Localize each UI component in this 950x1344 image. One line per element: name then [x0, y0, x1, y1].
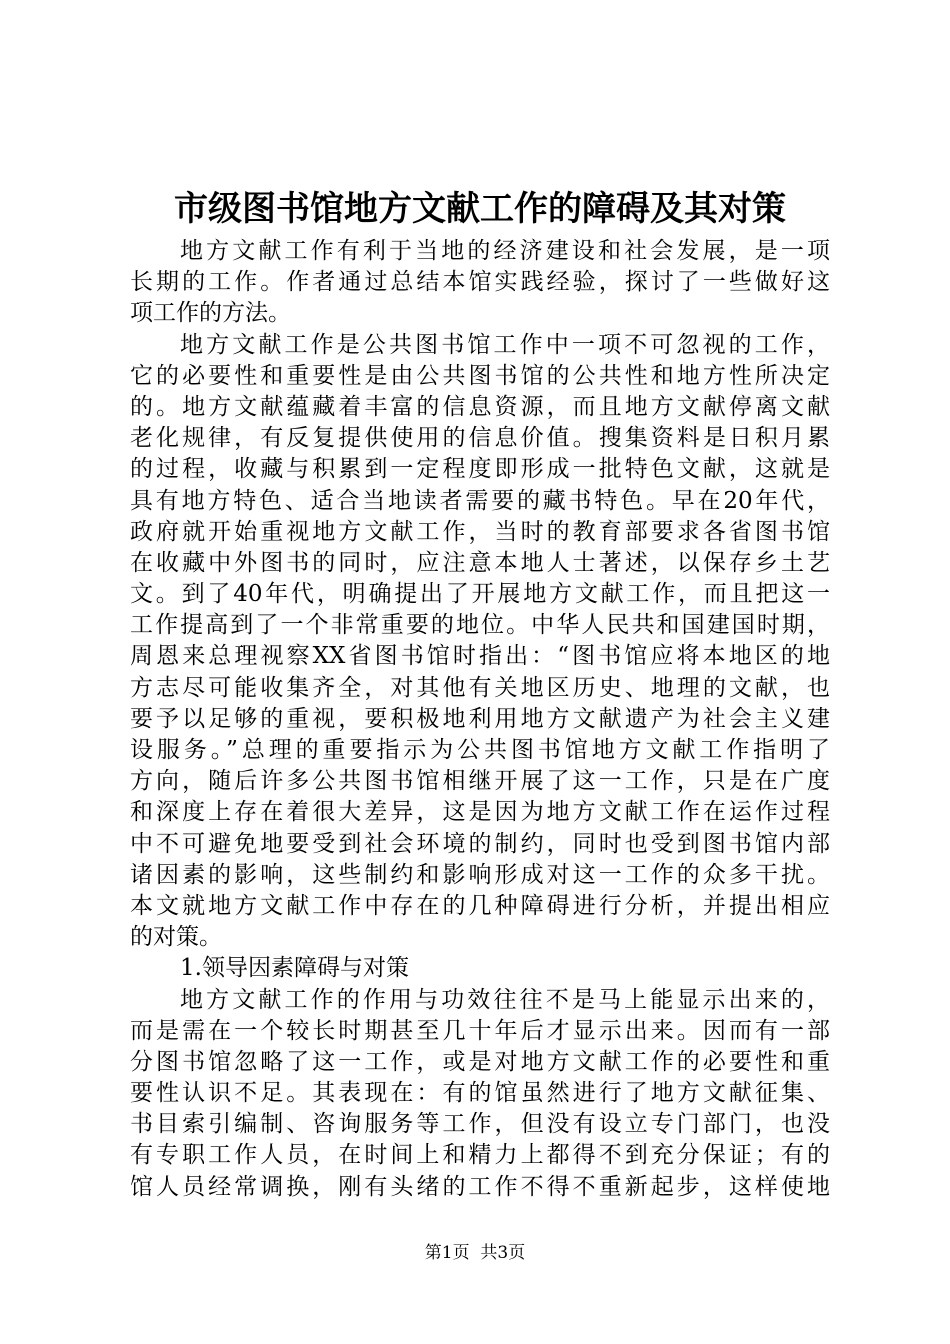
paragraph-line: 周恩来总理视察XX省图书馆时指出：“图书馆应将本地区的地 [130, 643, 830, 670]
paragraph-line: 政府就开始重视地方文献工作，当时的教育部要求各省图书馆 [130, 518, 830, 545]
paragraph-line: 和深度上存在着很大差异，这是因为地方文献工作在运作过程 [130, 799, 830, 826]
paragraph-line: 分图书馆忽略了这一工作，或是对地方文献工作的必要性和重 [130, 1048, 830, 1075]
paragraph-line: 的对策。 [130, 924, 222, 951]
paragraph-line: 方志尽可能收集齐全，对其他有关地区历史、地理的文献，也 [130, 674, 830, 701]
paragraph-line: 它的必要性和重要性是由公共图书馆的公共性和地方性所决定 [130, 362, 830, 389]
paragraph-line: 要予以足够的重视，要积极地利用地方文献遗产为社会主义建 [130, 705, 830, 732]
page-number: 第1页 共3页 [424, 1243, 526, 1263]
paragraph-line: 文。到了40年代，明确提出了开展地方文献工作，而且把这一 [130, 581, 830, 608]
paragraph-line: 的。地方文献蕴藏着丰富的信息资源，而且地方文献停离文献 [130, 393, 830, 420]
paragraph-line: 长期的工作。作者通过总结本馆实践经验，探讨了一些做好这 [130, 269, 830, 296]
paragraph-line: 设服务。”总理的重要指示为公共图书馆地方文献工作指明了 [130, 737, 830, 763]
paragraph-line: 具有地方特色、适合当地读者需要的藏书特色。早在20年代， [130, 487, 830, 514]
paragraph-line: 本文就地方文献工作中存在的几种障碍进行分析，并提出相应 [130, 892, 830, 919]
paragraph-line: 馆人员经常调换，刚有头绪的工作不得不重新起步，这样使地 [130, 1173, 830, 1200]
paragraph-line: 而是需在一个较长时期甚至几十年后才显示出来。因而有一部 [130, 1017, 830, 1044]
paragraph-line: 的过程，收藏与积累到一定程度即形成一批特色文献，这就是 [130, 456, 830, 483]
paragraph-line: 方向，随后许多公共图书馆相继开展了这一工作，只是在广度 [130, 768, 830, 795]
paragraph-line: 地方文献工作有利于当地的经济建设和社会发展，是一项 [180, 238, 830, 264]
paragraph-line: 书目索引编制、咨询服务等工作，但没有设立专门部门，也没 [130, 1111, 830, 1138]
paragraph-line: 在收藏中外图书的同时，应注意本地人士著述，以保存乡土艺 [130, 549, 830, 576]
paragraph-line: 项工作的方法。 [130, 300, 291, 327]
paragraph-line: 有专职工作人员，在时间上和精力上都得不到充分保证；有的 [130, 1142, 830, 1169]
paragraph-line: 工作提高到了一个非常重要的地位。中华人民共和国建国时期， [130, 612, 830, 639]
paragraph-line: 要性认识不足。其表现在：有的馆虽然进行了地方文献征集、 [130, 1080, 830, 1107]
document-body [130, 236, 830, 1203]
section-heading: 1.领导因素障碍与对策 [180, 955, 409, 982]
paragraph-line: 地方文献工作的作用与功效往往不是马上能显示出来的， [180, 986, 830, 1013]
document-title: 市级图书馆地方文献工作的障碍及其对策 [174, 189, 786, 229]
paragraph-line: 中不可避免地要受到社会环境的制约，同时也受到图书馆内部 [130, 830, 830, 857]
paragraph-line: 地方文献工作是公共图书馆工作中一项不可忽视的工作， [180, 331, 830, 358]
paragraph-line: 老化规律，有反复提供使用的信息价值。搜集资料是日积月累 [130, 425, 830, 452]
paragraph-line: 诸因素的影响，这些制约和影响形成对这一工作的众多干扰。 [130, 861, 830, 888]
